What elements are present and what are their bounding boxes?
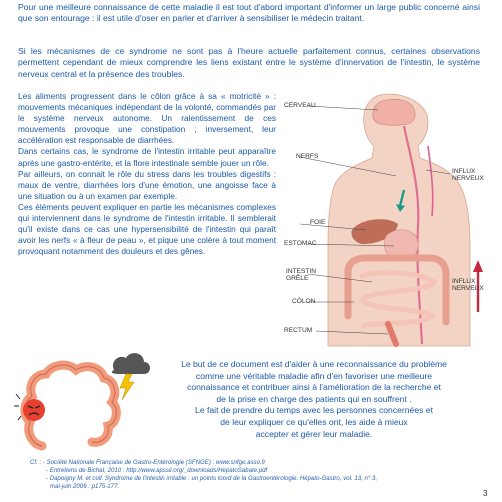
aim-line: connaissance et contribuer ainsi à l'amélioration de la recherche et: [187, 382, 441, 393]
aim-line: comme une véritable maladie afin d'en favoriser une meilleure: [195, 370, 433, 381]
brain-shape: [373, 99, 415, 125]
aim-line: de la prise en charge des patients qui en souffrent .: [216, 393, 412, 404]
label-influx-top: INFLUX NERVEUX: [452, 168, 484, 183]
label-rectum: RECTUM: [284, 327, 313, 334]
intro-text: Pour une meilleure connaissance de cette maladie il est tout d'abord important d'informer un large public concerné ainsi que son entourage : il est utile d'oser en parler et d'arriver à sensibiliser le médecin traitant.: [18, 2, 480, 24]
aim-line: Le but de ce document est d'aider à une reconnaissance du problème: [181, 359, 447, 369]
anatomy-drawing: [270, 86, 500, 346]
intro-paragraph: [18, 2, 480, 25]
aim-paragraph: [158, 359, 470, 440]
red-arrowhead-icon: [473, 260, 483, 272]
mechanisms-text: Si les mécanismes de ce syndrome ne sont pas à l'heure actuelle parfaitement connus, certaines observations permettent cependant de mieux comprendre les liens existant entre le système d'innervation de l'intestin, le système nerveux central et la présence des troubles.: [18, 46, 480, 79]
aim-line: Le fait de prendre du temps avec les personnes concernées et: [195, 405, 433, 416]
label-estomac: ESTOMAC: [284, 240, 317, 247]
aim-line: de leur expliquer ce qu'elles ont, les aide à mieux: [220, 416, 408, 427]
column-paragraph: Dans certains cas, le syndrome de l'intestin irritable peut apparaître après une gastro-entérite, et la flore intestinale semble jouer un rôle.: [18, 146, 276, 168]
mechanisms-paragraph: [18, 46, 480, 80]
aim-line: accepter et gérer leur maladie.: [255, 428, 373, 439]
reference-line: - Dapoigny M. et coll. Syndrome de l'intestin irritable : un points loord de la Gastroentérologie. Hépato-Gastro, vol. 13, n° 3,: [46, 475, 378, 483]
label-influx-bottom: INFLUX NERVEUX: [452, 278, 484, 293]
explanation-column: [18, 91, 276, 257]
reference-line: Cf. : - Société Nationale Française de Gastro-Entérologie (SFNGE) : www.snfge.asso.fr: [30, 459, 266, 466]
angry-face-icon: [23, 399, 45, 421]
label-nerfs: NERFS: [296, 153, 319, 160]
page-number: 3: [483, 489, 488, 498]
label-intestin: INTESTIN GRÊLE: [286, 268, 317, 283]
column-paragraph: Par ailleurs, on connait le rôle du stress dans les troubles digestifs : maux de ventre, diarrhées lors d'une émotion, une angoisse face à une situation ou à un examen par exemple.: [18, 168, 276, 201]
column-paragraph: Ces éléments peuvent expliquer en partie les mécanismes complexes qui interviennent dans le syndrome de l'intestin irritable. Il semblerait qu'il existe dans ce cas une hypersensibilité de l'intestin qui paraît avoir les nerfs « à fleur de peau », et pique une colère à tout moment provoquant notamment des douleurs et des gênes.: [18, 201, 276, 257]
reference-line: - Entretiens de Bichat, 2010 : http://www.apssii.org/_downloads/HepatoSabate.pdf: [46, 467, 268, 475]
lightning-icon: [120, 374, 134, 400]
label-colon: CÔLON: [292, 298, 316, 305]
anger-lines-icon: [14, 394, 21, 420]
label-cerveau: CERVEAU: [284, 102, 316, 109]
references: [30, 459, 460, 491]
angry-colon-cartoon: [12, 344, 152, 456]
column-paragraph: Les aliments progressent dans le côlon grâce à sa « motricité » : mouvements mécaniques indépendant de la volonté, commandés par le système nerveux autonome. Un ralentissement de ces mouvements provoque une constipation ; inversement, leur accélération est responsable de diarrhées.: [18, 91, 276, 146]
anatomy-illustration: [270, 86, 500, 346]
cartoon-drawing: [12, 344, 152, 456]
label-foie: FOIE: [310, 219, 326, 226]
reference-line: mai-juin 2006 : p175-177.: [50, 483, 120, 491]
storm-cloud-icon: [112, 353, 150, 374]
